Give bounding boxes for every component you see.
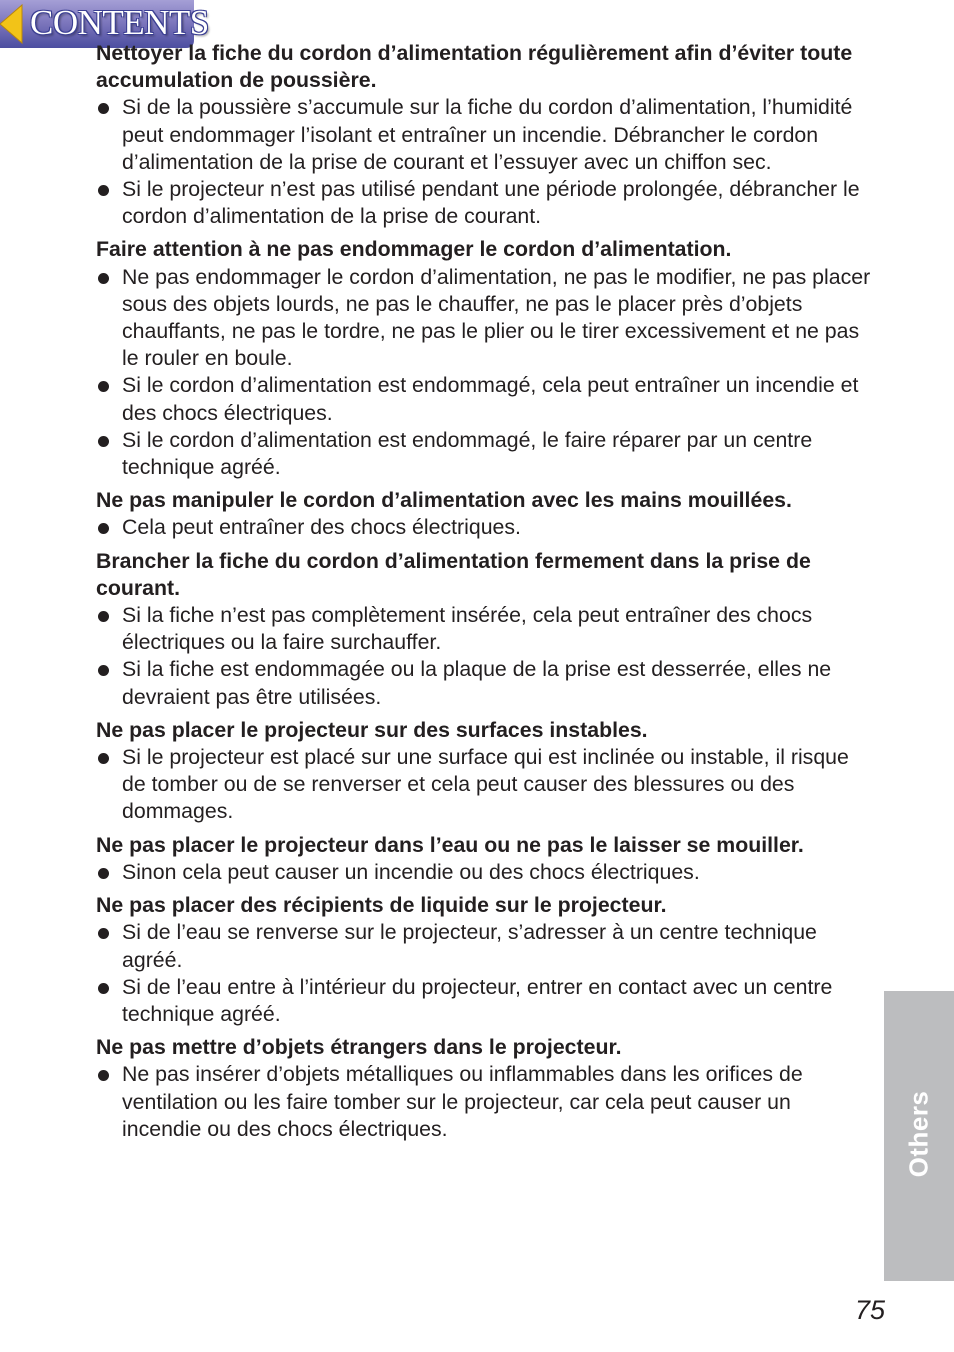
bullet-icon	[98, 185, 109, 196]
warning-section	[96, 548, 874, 711]
bullet-item	[96, 372, 874, 426]
bullet-icon	[98, 983, 109, 994]
bullet-item	[96, 514, 874, 541]
bullet-item	[96, 919, 874, 973]
bullet-icon	[98, 103, 109, 114]
section-heading: Ne pas mettre d’objets étrangers dans le projecteur.	[96, 1035, 622, 1060]
bullet-text: Si de la poussière s’accumule sur la fiche du cordon d’alimentation, l’humidité peut endommager l’isolant et entraîner un incendie. Débrancher le cordon d’alimentation de la prise de courant et l’essuyer avec un chiffon sec.	[122, 95, 853, 174]
bullet-text: Ne pas insérer d’objets métalliques ou inflammables dans les orifices de ventilation ou les faire tomber sur le projecteur, car cela peut causer un incendie ou des chocs électriques.	[122, 1062, 803, 1141]
bullet-icon	[98, 868, 109, 879]
bullet-icon	[98, 928, 109, 939]
bullet-text: Si le projecteur n’est pas utilisé pendant une période prolongée, débrancher le cordon d’alimentation de la prise de courant.	[122, 177, 860, 229]
bullet-item	[96, 859, 874, 886]
bullet-icon	[98, 753, 109, 764]
document-body	[96, 40, 874, 1149]
warning-section	[96, 892, 874, 1028]
bullet-icon	[98, 611, 109, 622]
page-number: 75	[855, 1295, 886, 1325]
warning-section	[96, 832, 874, 886]
bullet-item	[96, 974, 874, 1028]
bullet-text: Ne pas endommager le cordon d’alimentation, ne pas le modifier, ne pas placer sous des objets lourds, ne pas le chauffer, ne pas le placer près d’objets chauffants, ne pas le tordre, ne pas le plier ou le tirer excessivement et ne pas le rouler en boule.	[122, 264, 871, 371]
warning-section	[96, 40, 874, 230]
section-heading: Nettoyer la fiche du cordon d’alimentation régulièrement afin d’éviter toute accumulation de poussière.	[96, 41, 853, 93]
bullet-item	[96, 744, 874, 826]
bullet-icon	[98, 665, 109, 676]
bullet-item	[96, 427, 874, 481]
bullet-text: Si le cordon d’alimentation est endommagé, le faire réparer par un centre technique agréé.	[122, 427, 813, 480]
bullet-icon	[98, 523, 109, 534]
bullet-text: Si de l’eau se renverse sur le projecteur, s’adresser à un centre technique agréé.	[122, 920, 817, 972]
bullet-icon	[98, 436, 109, 447]
bullet-text: Si le cordon d’alimentation est endommagé, cela peut entraîner un incendie et des chocs électriques.	[122, 373, 859, 425]
section-heading: Ne pas manipuler le cordon d’alimentation avec les mains mouillées.	[96, 488, 792, 513]
section-heading: Ne pas placer le projecteur sur des surfaces instables.	[96, 717, 648, 742]
section-heading: Brancher la fiche du cordon d’alimentation fermement dans la prise de courant.	[96, 548, 811, 600]
bullet-text: Si de l’eau entre à l’intérieur du projecteur, entrer en contact avec un centre technique agréé.	[122, 974, 833, 1026]
bullet-icon	[98, 381, 109, 392]
warning-section	[96, 1034, 874, 1143]
section-heading: Ne pas placer le projecteur dans l’eau ou ne pas le laisser se mouiller.	[96, 832, 804, 857]
section-heading: Ne pas placer des récipients de liquide sur le projecteur.	[96, 893, 667, 918]
section-side-tab[interactable]	[884, 991, 954, 1281]
bullet-icon	[98, 273, 109, 284]
bullet-item	[96, 176, 874, 230]
bullet-text: Si le projecteur est placé sur une surface qui est inclinée ou instable, il risque de tomber ou de se renverser et cela peut causer des blessures ou des dommages.	[122, 745, 849, 824]
warning-section	[96, 487, 874, 541]
bullet-icon	[98, 1070, 109, 1081]
bullet-item	[96, 656, 874, 710]
bullet-item	[96, 1061, 874, 1143]
contents-label: CONTENTS	[30, 3, 209, 42]
bullet-text: Si la fiche n’est pas complètement insérée, cela peut entraîner des chocs électriques ou la faire surchauffer.	[122, 603, 813, 655]
warning-section	[96, 236, 874, 481]
bullet-text: Sinon cela peut causer un incendie ou des chocs électriques.	[122, 859, 700, 884]
bullet-text: Cela peut entraîner des chocs électriques.	[122, 515, 521, 540]
section-heading: Faire attention à ne pas endommager le cordon d’alimentation.	[96, 237, 732, 262]
bullet-item	[96, 602, 874, 656]
warning-section	[96, 717, 874, 826]
bullet-item	[96, 94, 874, 176]
side-tab-label: Others	[903, 1090, 934, 1178]
bullet-text: Si la fiche est endommagée ou la plaque de la prise est desserrée, elles ne devraient pas être utilisées.	[122, 657, 832, 709]
bullet-item	[96, 264, 874, 373]
